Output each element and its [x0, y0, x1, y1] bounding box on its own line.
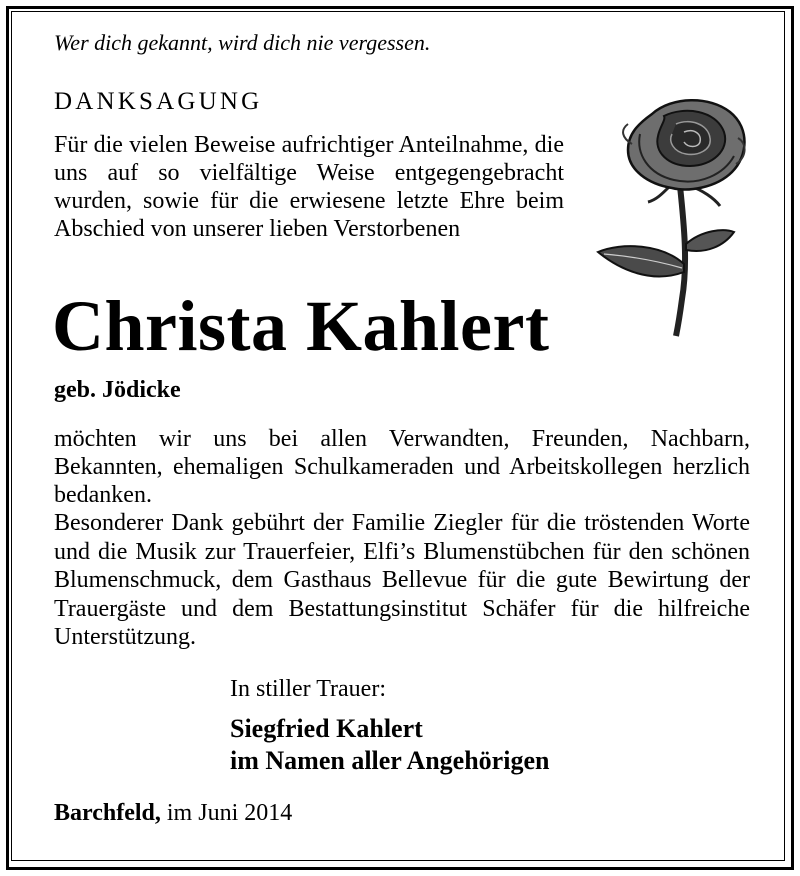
birth-name: geb. Jödicke: [54, 377, 181, 403]
rose-icon: [592, 94, 752, 339]
place: Barchfeld,: [54, 800, 161, 826]
special-thanks-text: Besonderer Dank gebührt der Familie Ziegler für die tröstenden Worte und die Musik zur Trauerfeier, Elfi’s Blumenstübchen für den schönen Blumenschmuck, dem Gasthaus Bellevue für die gute Bewirtung der Trauergäste und dem Bestattungsinstitut Schäfer für die hilfreiche Unterstützung.: [54, 510, 750, 650]
signer-note: im Namen aller Angehörigen: [230, 746, 550, 775]
place-date: [54, 800, 292, 827]
page-title: DANKSAGUNG: [54, 88, 263, 115]
thanks-text: möchten wir uns bei allen Verwandten, Freunden, Nachbarn, Bekannten, ehemaligen Schulkameraden und Arbeitskollegen herzlich bedanken.: [54, 426, 750, 508]
motto: Wer dich gekannt, wird dich nie vergessen.: [54, 30, 431, 55]
intro-text: Für die vielen Beweise aufrichtiger Anteilnahme, die uns auf so vielfältige Weise entgegengebracht wurden, sowie für die erwiesene letzte Ehre beim Abschied von unserer lieben Verstorbenen: [54, 132, 564, 242]
deceased-name: Christa Kahlert: [52, 286, 550, 366]
mourning-label: In stiller Trauer:: [230, 676, 386, 702]
signers: [230, 713, 549, 777]
date: im Juni 2014: [166, 800, 293, 826]
signer-name: Siegfried Kahlert: [230, 714, 423, 743]
